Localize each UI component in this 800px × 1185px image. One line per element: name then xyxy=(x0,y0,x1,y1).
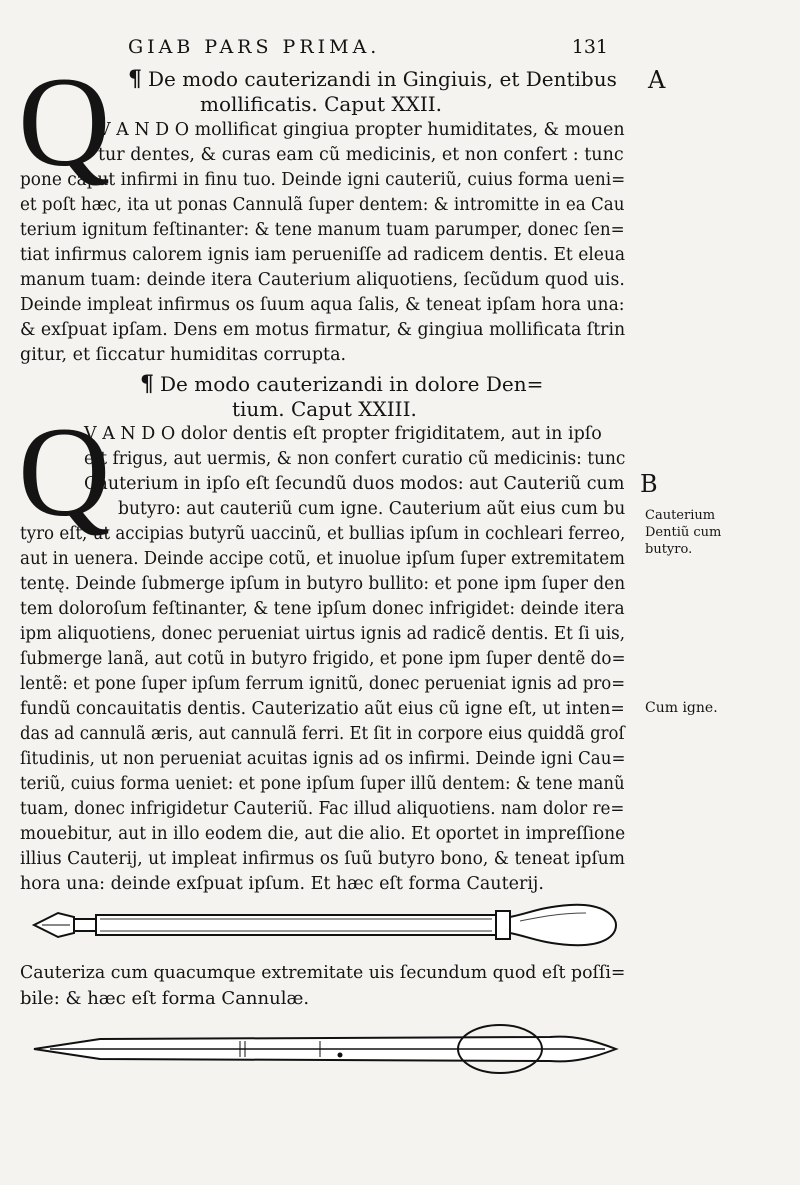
text-line: terium ignitum feſtinanter: & tene manum tuam parumper, donec ſen= xyxy=(20,220,625,240)
text-line: tyro eſt, ut accipias butyrũ uaccinũ, et bullias ipſum in cochleari ferreo, xyxy=(20,524,626,544)
text-line: tuam, donec infrigidetur Cauteriũ. Fac illud aliquotiens. nam dolor re= xyxy=(20,799,625,819)
text-line: teriũ, cuius forma ueniet: et pone ipſum ſuper illũ dentem: & tene manũ xyxy=(20,774,625,794)
text-line: tur dentes, & curas eam cũ medicinis, et non confert : tunc xyxy=(98,145,624,165)
margin-letter-b: B xyxy=(640,470,658,498)
text-line: illius Cauterij, ut impleat infirmus os ſuũ butyro bono, & teneat ipſum xyxy=(20,849,626,869)
text-line: butyro: aut cauteriũ cum igne. Cauterium aũt eius cum bu xyxy=(118,499,626,519)
margin-note-b-line1: Cauterium xyxy=(645,508,716,523)
margin-letter-a: A xyxy=(648,66,666,94)
drop-cap-q: Q xyxy=(18,401,111,543)
text-line: et poſt hæc, ita ut ponas Cannulã ſuper dentem: & intromitte in ea Cau xyxy=(20,195,625,215)
cannula-illustration xyxy=(30,1015,620,1075)
text-line: & exſpuat ipſam. Dens em motus firmatur, & gingiua mollificata ſtrin xyxy=(20,320,626,340)
text-line: tentę. Deinde ſubmerge ipſum in butyro bullito: et pone ipm ſuper den xyxy=(20,574,626,594)
chapter-23-heading-line1: De modo cauterizandi in dolore Den= xyxy=(160,372,544,396)
caption-line: bile: & hæc eſt forma Cannulæ. xyxy=(20,988,310,1009)
chapter-22-heading-line1: De modo cauterizandi in Gingiuis, et Dentibus xyxy=(148,67,617,91)
drop-cap-q: Q xyxy=(18,51,111,193)
text-line: lentẽ: et pone ſuper ipſum ferrum ignitũ, donec perueniat ignis ad pro= xyxy=(20,674,626,694)
text-line: tem doloroſum feſtinanter, & tene ipſum donec infrigidet: deinde itera xyxy=(20,599,625,619)
chapter-23-heading xyxy=(140,372,543,396)
pilcrow-icon: ¶ xyxy=(128,66,142,92)
text-line: V A N D O mollificat gingiua propter humiditates, & mouen xyxy=(98,120,625,140)
text-line: ſubmerge lanã, aut cotũ in butyro frigido, et pone ipm ſuper dentẽ do= xyxy=(20,649,626,669)
text-line: manum tuam: deinde itera Cauterium aliquotiens, ſecũdum quod uis. xyxy=(20,270,625,290)
text-line: mouebitur, aut in illo eodem die, aut die alio. Et oportet in impreſſione xyxy=(20,824,626,844)
text-line: gitur, et ſiccatur humiditas corrupta. xyxy=(20,345,347,365)
text-line: ſitudinis, ut non perueniat acuitas ignis ad os infirmi. Deinde igni Cau= xyxy=(20,749,626,769)
margin-note-b-line2: Dentiũ cum xyxy=(645,525,722,540)
pilcrow-icon: ¶ xyxy=(140,371,154,397)
cautery-illustration xyxy=(30,895,620,955)
text-line: aut in uenera. Deinde accipe cotũ, et inuolue ipſum ſuper extremitatem xyxy=(20,549,625,569)
caption-line: Cauteriza cum quacumque extremitate uis ſecundum quod eſt poſſi= xyxy=(20,962,626,983)
text-line: pone caput infirmi in finu tuo. Deinde igni cauteriũ, cuius forma ueni= xyxy=(20,170,626,190)
running-header xyxy=(128,36,608,62)
text-line: Deinde impleat infirmus os ſuum aqua ſalis, & teneat ipſam hora una: xyxy=(20,295,625,315)
page-number: 131 xyxy=(571,36,608,58)
chapter-22-heading xyxy=(128,67,617,91)
running-title: GIAB PARS PRIMA. xyxy=(128,36,381,58)
text-line: Cauterium in ipſo eſt ſecundũ duos modos: aut Cauteriũ cum xyxy=(84,474,625,494)
text-line: V A N D O dolor dentis eſt propter frigiditatem, aut in ipſo xyxy=(84,424,602,444)
margin-note-b-line3: butyro. xyxy=(645,542,693,557)
text-line: fundũ concauitatis dentis. Cauterizatio aũt eius cũ igne eſt, ut inten= xyxy=(20,699,625,719)
text-line: das ad cannulã æris, aut cannulã ferri. Et ſit in corpore eius quiddã groſ xyxy=(20,724,625,744)
text-line: tiat infirmus calorem ignis iam perueniſſe ad radicem dentis. Et eleua xyxy=(20,245,626,265)
chapter-23-heading-line2: tium. Caput XXIII. xyxy=(232,397,417,421)
text-line: eſt frigus, aut uermis, & non confert curatio cũ medicinis: tunc xyxy=(84,449,626,469)
margin-note-cum-igne: Cum igne. xyxy=(645,700,718,716)
text-line: hora una: deinde exſpuat ipſum. Et hæc eſt forma Cauterij. xyxy=(20,874,544,894)
chapter-22-heading-line2: mollificatis. Caput XXII. xyxy=(200,92,443,116)
text-line: ipm aliquotiens, donec perueniat uirtus ignis ad radicẽ dentis. Et ſi uis, xyxy=(20,624,626,644)
